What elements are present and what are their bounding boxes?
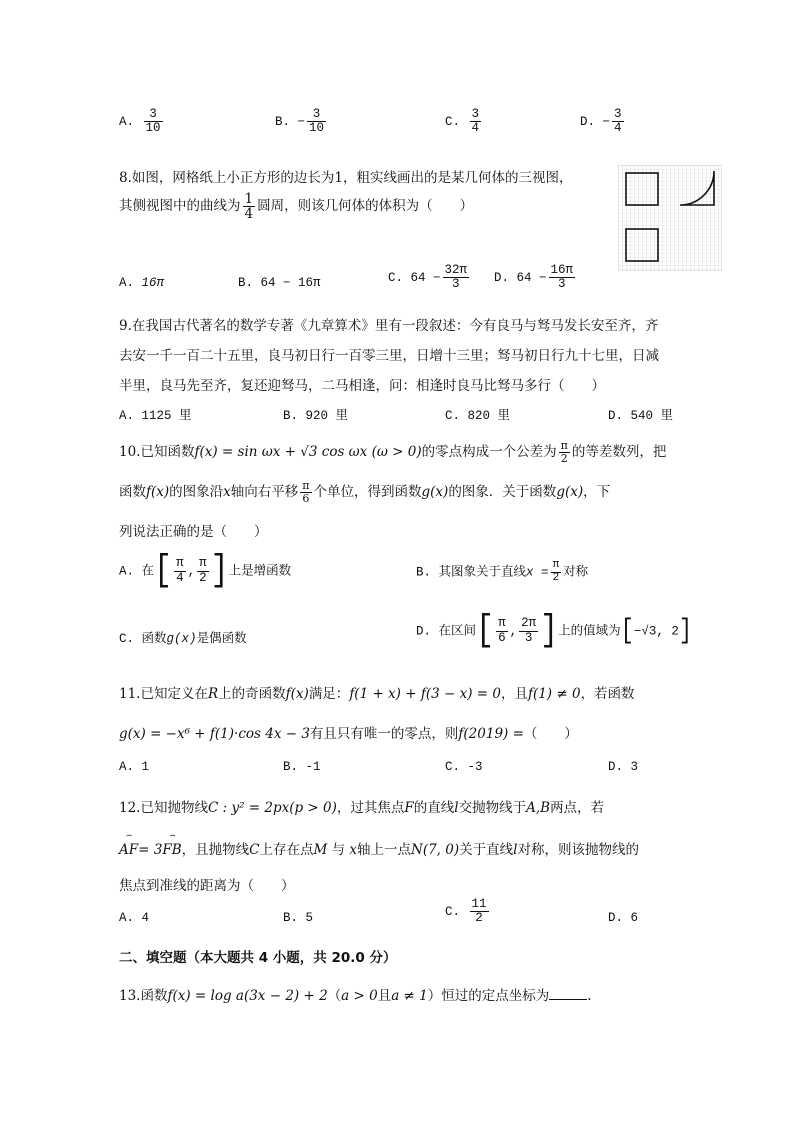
q11-line2: g(x) = −x⁶ + f(1)·cos 4x − 3有且只有唯一的零点，则f(2019) =（ ）	[119, 726, 578, 742]
q9-option-c: C. 820 里	[445, 409, 511, 423]
q11-option-a: A. 1	[119, 760, 150, 774]
q9-line2: 去安一千一百二十五里，良马初日行一百零三里，日增十三里；驽马初日行九十七里，日减	[119, 348, 659, 364]
q8-line1: 8.如图，网格纸上小正方形的边长为1，粗实线画出的是某几何体的三视图，	[119, 170, 573, 186]
q11-option-c: C. -3	[445, 760, 483, 774]
q9-line1: 9.在我国古代著名的数学专著《九章算术》里有一段叙述：今有良马与驽马发长安至齐，齐	[119, 318, 659, 334]
q9-line3: 半里，良马先至齐，复还迎驽马，二马相逢，问：相逢时良马比驽马多行（ ）	[119, 378, 605, 394]
section-heading: 二、填空题（本大题共 4 小题，共 20.0 分）	[119, 950, 397, 966]
q13-answer-blank[interactable]	[549, 987, 587, 1000]
q7-d-fraction: $\frac{3}{4}$	[614, 107, 622, 136]
q8-line2: 其侧视图中的曲线为 $\frac{1}{4}$ 圆周，则该几何体的体积为（ ）	[119, 191, 474, 223]
q7-option-b: B. − $\frac{3}{10}$	[275, 107, 325, 136]
q7-b-fraction: $\frac{3}{10}$	[309, 107, 325, 136]
q10-line1: 10.已知函数f(x) = sin ωx + √3 cos ωx (ω > 0)的零点构成一个公差为 $\frac{\pi}{2}$ 的等差数列，把	[119, 439, 667, 465]
q10-option-d: D. 在区间[ $\frac{\pi}{6}$ , $\frac{2\pi}{3}$ ]上的值域为[−√3, 2]	[416, 609, 693, 653]
q7-option-a: A. $\frac{3}{10}$	[119, 107, 161, 136]
q12-line1: 12.已知抛物线C : y² = 2px(p > 0)，过其焦点F的直线l交抛物线于A,B两点，若	[119, 800, 605, 816]
q12-line3: 焦点到准线的距离为（ ）	[119, 878, 295, 894]
three-view-figure	[618, 165, 722, 271]
q8-option-c: C. 64 − $\frac{32\pi}{3}$	[388, 263, 468, 292]
q8-option-d: D. 64 − $\frac{16\pi}{3}$	[494, 263, 574, 292]
q10-line2: 函数f(x)的图象沿x轴向右平移 $\frac{\pi}{6}$ 个单位，得到函数g(x)的图象．关于函数g(x)，下	[119, 479, 611, 505]
q11-line1: 11.已知定义在R上的奇函数f(x)满足：f(1 + x) + f(3 − x) = 0，且f(1) ≠ 0，若函数	[119, 686, 635, 702]
q9-option-b: B. 920 里	[283, 409, 349, 423]
q10-option-b: B. 其图象关于直线x = $\frac{\pi}{2}$ 对称	[416, 559, 589, 584]
q12-option-d: D. 6	[608, 911, 639, 925]
q7-c-fraction: $\frac{3}{4}$	[471, 107, 480, 136]
q7-option-d: D. − $\frac{3}{4}$	[580, 107, 622, 136]
q12-option-c: C. $\frac{11}{2}$	[445, 897, 487, 926]
q11-option-d: D. 3	[608, 760, 639, 774]
q12-option-a: A. 4	[119, 911, 150, 925]
q12-line2: ⌢ AF= 3⌢ FB，且抛物线C上存在点M 与 x轴上一点N(7, 0)关于直线l对称，则该抛物线的	[119, 838, 639, 858]
q10-option-c: C. 函数g(x)是偶函数	[119, 632, 247, 646]
q9-option-a: A. 1125 里	[119, 409, 192, 423]
q7-option-c: C. $\frac{3}{4}$	[445, 107, 480, 136]
q8-option-a: A. 16π	[119, 276, 165, 290]
q12-option-b: B. 5	[283, 911, 314, 925]
q13-line: 13.函数f(x) = log a(3x − 2) + 2（a > 0且a ≠ 1）恒过的定点坐标为 .	[119, 988, 592, 1004]
q11-option-b: B. -1	[283, 760, 321, 774]
q10-line3: 列说法正确的是（ ）	[119, 524, 268, 540]
q8-option-b: B. 64 − 16π	[238, 276, 321, 290]
q7-a-fraction: $\frac{3}{10}$	[145, 107, 161, 136]
q9-option-d: D. 540 里	[608, 409, 674, 423]
q10-option-a: A. 在[ $\frac{\pi}{4}$ , $\frac{\pi}{2}$ ]上是增函数	[119, 549, 292, 593]
